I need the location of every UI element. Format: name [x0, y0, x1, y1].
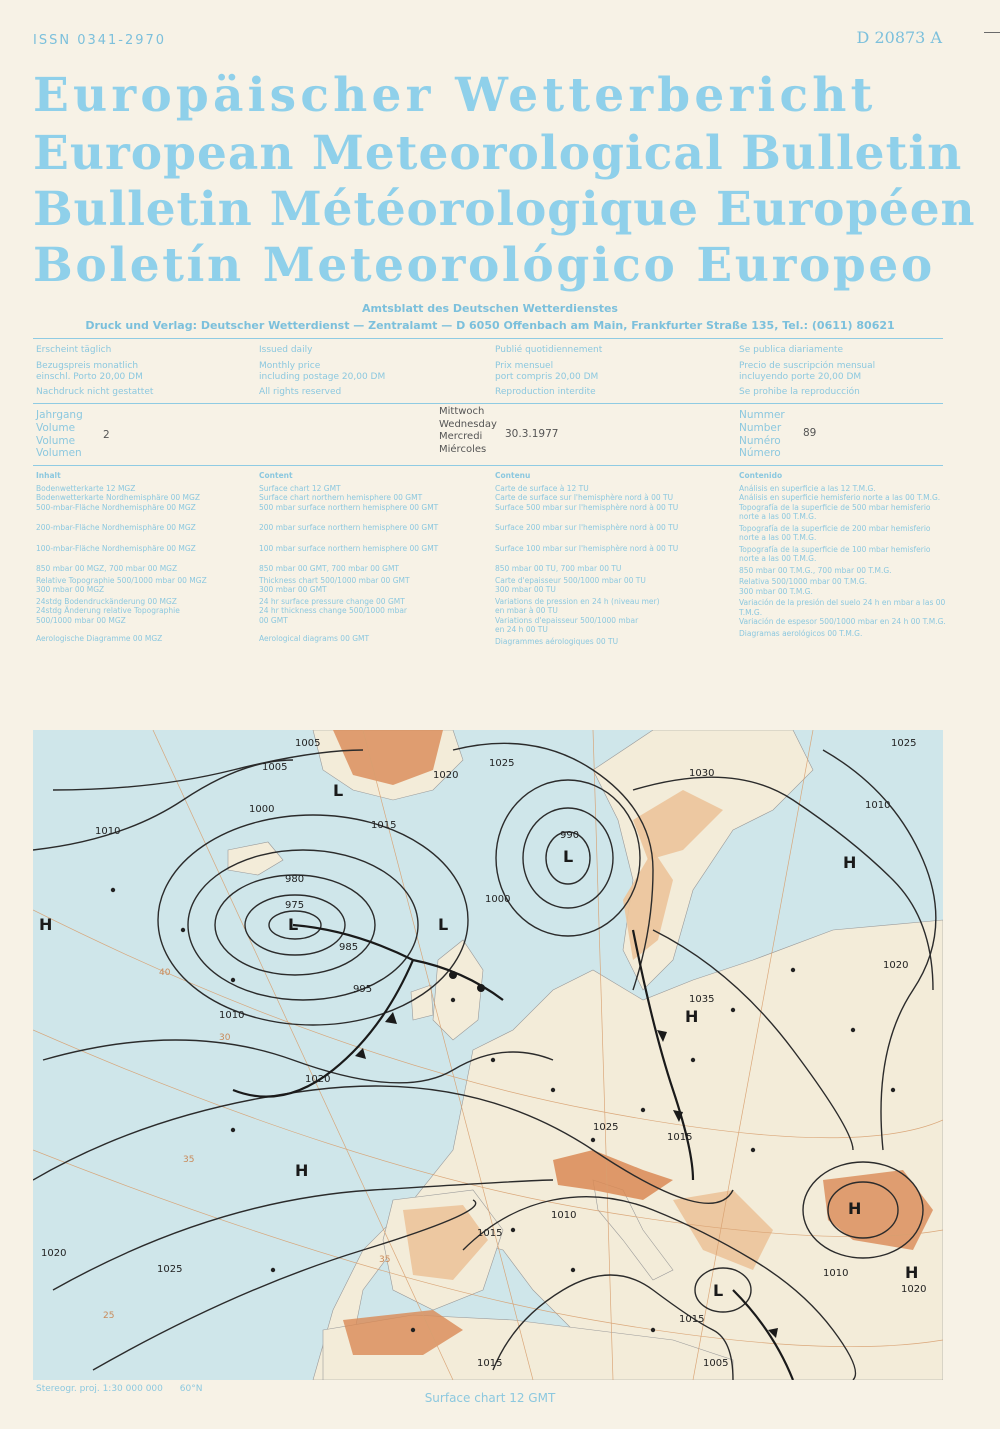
contents-en	[259, 471, 484, 644]
weekday-label: Mercredi	[439, 431, 483, 442]
subscription-fr	[495, 345, 730, 398]
high-center: H	[39, 915, 53, 934]
isobar-label: 990	[560, 830, 580, 841]
isobar-label: 985	[339, 942, 359, 953]
station-dot	[851, 1028, 855, 1032]
contents-item: Carte de surface sur l'hemisphère nord à 00 TU	[495, 493, 674, 502]
latitude-label: 30	[219, 1033, 231, 1043]
contents-item: Análisis en superficie hemisferio norte a las 00 T.M.G.	[739, 493, 941, 502]
station-dot	[651, 1328, 655, 1332]
isobar-label: 1025	[489, 758, 515, 769]
map-caption: Surface chart 12 GMT	[424, 1391, 556, 1405]
edge-mark	[984, 32, 1000, 33]
contents-item: 24 hr thickness change 500/1000 mbar 00 GMT	[259, 606, 408, 625]
volume-label: Jahrgang	[36, 409, 83, 421]
latitude-label: 35	[183, 1155, 195, 1165]
isobar-label: 1010	[95, 826, 121, 837]
contents-item: Análisis en superficie a las 12 T.M.G.	[739, 483, 876, 493]
surface-weather-map	[33, 730, 943, 1380]
station-dot	[271, 1268, 275, 1272]
projection-scale: Stereogr. proj. 1:30 000 000	[36, 1384, 163, 1394]
contents-item: 200-mbar-Fläche Nordhemisphäre 00 MGZ	[36, 523, 196, 532]
station-dot	[231, 978, 235, 982]
station-dot	[731, 1008, 735, 1012]
contents-heading: Content	[259, 471, 293, 480]
isobar-label: 1030	[689, 768, 715, 779]
subscription-line: Publié quotidiennement	[495, 345, 603, 355]
title-german: Europäischer Wetterbericht	[33, 68, 877, 123]
isobar-label: 1000	[249, 804, 275, 815]
station-dot	[691, 1058, 695, 1062]
contents-item: Bodenwetterkarte Nordhemisphäre 00 MGZ	[36, 493, 200, 502]
title-english: European Meteorological Bulletin	[33, 126, 963, 181]
isobar-label: 1005	[262, 762, 288, 773]
contents-item: Carte d'epaisseur 500/1000 mbar 00 TU	[495, 575, 646, 585]
subscription-line: Nachdruck nicht gestattet	[36, 387, 154, 397]
volume-labels	[36, 409, 83, 460]
contents-item: Variación de la presión del suelo 24 h en mbar a las 00 T.M.G.	[739, 598, 946, 617]
isobar-label: 1010	[865, 800, 891, 811]
station-dot	[641, 1108, 645, 1112]
latitude-reference: 60°N	[179, 1384, 203, 1394]
contents-item: Relative Topographie 500/1000 mbar 00 MGZ	[36, 575, 207, 585]
isobar-label: 1005	[295, 738, 321, 749]
weekday-labels	[439, 406, 497, 456]
subscription-es	[739, 345, 949, 398]
isobar-label: 1015	[371, 820, 397, 831]
isobar-label: 1015	[477, 1228, 503, 1239]
isobar-label: 1015	[679, 1314, 705, 1325]
subscription-line: Se publica diariamente	[739, 345, 844, 355]
contents-item: Aerological diagrams 00 GMT	[259, 634, 370, 643]
ireland	[411, 985, 433, 1020]
subscription-en	[259, 345, 484, 398]
contents-item: Surface chart 12 GMT	[259, 483, 341, 493]
latitude-labels	[103, 968, 390, 1321]
isobar-label: 995	[353, 984, 373, 995]
volume-value: 2	[103, 429, 110, 441]
subscription-line: incluyendo porte 20,00 DM	[739, 372, 862, 382]
high-center: H	[843, 853, 857, 872]
contents-item: Thickness chart 500/1000 mbar 00 GMT	[259, 575, 410, 585]
contents-item: 24 hr surface pressure change 00 GMT	[259, 596, 405, 606]
station-dot	[751, 1148, 755, 1152]
title-spanish: Boletín Meteorológico Europeo	[33, 238, 935, 293]
station-dot	[491, 1058, 495, 1062]
contents-item: Bodenwetterkarte 12 MGZ	[36, 483, 136, 493]
contents-item: Carte de surface à 12 TU	[495, 483, 589, 493]
issue-number: 89	[803, 427, 817, 439]
contents-item: Surface 500 mbar sur l'hemisphère nord à 00 TU	[495, 502, 679, 512]
number-label: Numéro	[739, 434, 781, 447]
subscription-line: port compris 20,00 DM	[495, 372, 599, 382]
isobar-label: 1015	[477, 1358, 503, 1369]
land-areas	[228, 730, 943, 1380]
isobar-label: 980	[285, 874, 305, 885]
isobar-label: 1020	[433, 770, 459, 781]
contents-item: Variations d'epaisseur 500/1000 mbar en 24 h 00 TU	[495, 615, 639, 634]
station-dot	[591, 1138, 595, 1142]
contents-item: Surface 100 mbar sur l'hemisphère nord à 00 TU	[495, 543, 679, 553]
station-dot	[511, 1228, 515, 1232]
isobar-label: 1020	[305, 1074, 331, 1085]
publisher-line: Druck und Verlag: Deutscher Wetterdienst — Zentralamt — D 6050 Offenbach am Main, Frankfurter Straße 135, Tel.: (0611) 80621	[85, 319, 895, 332]
latitude-label: 25	[103, 1311, 115, 1321]
isobar	[53, 750, 363, 790]
contents-item: 300 mbar 00 GMT	[259, 585, 327, 594]
high-center: H	[295, 1161, 309, 1180]
isobar-label: 1035	[689, 994, 715, 1005]
subscription-line: einschl. Porto 20,00 DM	[36, 372, 143, 382]
issue-date: 30.3.1977	[505, 428, 559, 440]
contents-item: 850 mbar 00 GMT, 700 mbar 00 GMT	[259, 564, 400, 573]
contents-heading: Contenu	[495, 471, 531, 480]
weekday-label: Wednesday	[439, 418, 497, 430]
isobar-label: 1010	[219, 1010, 245, 1021]
weather-map-canvas	[33, 730, 943, 1380]
front-semicircle	[449, 971, 457, 979]
contents-item: 850 mbar 00 TU, 700 mbar 00 TU	[495, 564, 622, 573]
subscription-line: Issued daily	[259, 345, 313, 355]
iceland	[228, 842, 283, 875]
isobar-label: 1010	[551, 1210, 577, 1221]
isobar-label: 1000	[485, 894, 511, 905]
contents-item: Diagramas aerológicos 00 T.M.G.	[739, 628, 863, 638]
meridian-line	[153, 730, 453, 1380]
station-dot	[111, 888, 115, 892]
title-french: Bulletin Météorologique Européen	[33, 182, 976, 237]
station-dot	[231, 1128, 235, 1132]
subscription-line: Se prohibe la reproducción	[739, 387, 860, 397]
isobar-label: 1025	[891, 738, 917, 749]
isobar-label: 1025	[157, 1264, 183, 1275]
latitude-label: 35	[379, 1255, 391, 1265]
isobar-label: 1010	[823, 1268, 849, 1279]
subscription-line: All rights reserved	[259, 387, 342, 397]
low-center: L	[563, 847, 574, 866]
low-center: L	[438, 915, 449, 934]
subscription-line: Prix mensuel	[495, 361, 554, 371]
number-label: Nummer	[739, 409, 785, 421]
contents-item: Diagrammes aérologiques 00 TU	[495, 636, 619, 646]
volume-label: Volume	[36, 421, 76, 434]
weekday-label: Mittwoch	[439, 406, 485, 417]
station-dot	[891, 1088, 895, 1092]
official-gazette-line: Amtsblatt des Deutschen Wetterdienstes	[362, 302, 618, 315]
contents-item: 300 mbar 00 T.M.G.	[739, 586, 813, 596]
isobar-label: 1020	[41, 1248, 67, 1259]
contents-item: Relativa 500/1000 mbar 00 T.M.G.	[739, 577, 868, 586]
volume-label: Volumen	[36, 447, 82, 460]
number-label: Number	[739, 421, 782, 434]
subscription-line: Monthly price	[259, 361, 321, 371]
isobar-label: 1025	[593, 1122, 619, 1133]
contents-item: Topografía de la superficie de 200 mbar hemisferio norte a las 00 T.M.G.	[739, 523, 931, 542]
issn-number: ISSN 0341-2970	[33, 33, 167, 48]
front-triangle	[385, 1012, 397, 1024]
front-semicircle	[477, 984, 485, 992]
weekday-label: Miércoles	[439, 443, 487, 455]
subscription-line: including postage 20,00 DM	[259, 372, 386, 382]
subscription-line: Reproduction interdite	[495, 387, 596, 397]
station-dot	[411, 1328, 415, 1332]
divider	[33, 403, 943, 404]
subscription-de	[36, 345, 251, 398]
subscription-line: Bezugspreis monatlich	[36, 361, 139, 371]
high-center: H	[848, 1199, 862, 1218]
contents-heading: Inhalt	[36, 471, 61, 480]
station-dot	[181, 928, 185, 932]
contents-item: Aerologische Diagramme 00 MGZ	[36, 634, 163, 643]
low-center: L	[288, 915, 299, 934]
contents-es	[739, 471, 949, 638]
station-dot	[451, 998, 455, 1002]
contents-item: 300 mbar 00 MGZ	[36, 585, 105, 594]
contents-de	[36, 471, 251, 644]
contents-item: 500-mbar-Fläche Nordhemisphäre 00 MGZ	[36, 502, 196, 512]
high-center: H	[685, 1007, 699, 1026]
contents-item: Surface 200 mbar sur l'hemisphère nord à 00 TU	[495, 523, 679, 532]
contents-item: 500 mbar surface northern hemisphere 00 GMT	[259, 502, 439, 512]
number-label: Número	[739, 447, 781, 460]
contents-item: Surface chart northern hemisphere 00 GMT	[259, 493, 423, 502]
contents-fr	[495, 471, 730, 646]
high-center: H	[905, 1263, 919, 1282]
station-dot	[571, 1268, 575, 1272]
isobar-label: 1015	[667, 1132, 693, 1143]
subscription-line: Erscheint täglich	[36, 345, 112, 355]
contents-item: Variación de espesor 500/1000 mbar en 24 h 00 T.M.G.	[739, 617, 946, 626]
station-dot	[791, 968, 795, 972]
low-center: L	[333, 781, 344, 800]
number-labels	[739, 409, 785, 460]
contents-item: Topografía de la superficie de 500 mbar hemisferio norte a las 00 T.M.G.	[739, 502, 931, 521]
volume-label: Volume	[36, 434, 76, 447]
isobar-label: 1020	[883, 960, 909, 971]
contents-item: 200 mbar surface northern hemisphere 00 GMT	[259, 523, 439, 532]
divider	[33, 465, 943, 466]
contents-item: 24stdg Bodendruckänderung 00 MGZ	[36, 596, 177, 606]
subscription-line: Precio de suscripción mensual	[739, 361, 876, 371]
isobar-label: 1020	[901, 1284, 927, 1295]
divider	[33, 338, 943, 339]
station-dot	[551, 1088, 555, 1092]
contents-item: 100 mbar surface northern hemisphere 00 GMT	[259, 543, 439, 553]
continental-europe	[313, 920, 943, 1380]
low-center: L	[713, 1281, 724, 1300]
isobar-label: 975	[285, 900, 305, 911]
contents-item: 300 mbar 00 TU	[495, 585, 556, 594]
contents-item: Variations de pression en 24 h (niveau mer) en mbar à 00 TU	[495, 596, 660, 615]
latitude-label: 40	[159, 968, 171, 978]
postal-code: D 20873 A	[856, 28, 942, 47]
contents-item: 100-mbar-Fläche Nordhemisphäre 00 MGZ	[36, 543, 196, 553]
contents-heading: Contenido	[739, 471, 783, 480]
contents-item: 850 mbar 00 MGZ, 700 mbar 00 MGZ	[36, 564, 178, 573]
contents-item: 850 mbar 00 T.M.G., 700 mbar 00 T.M.G.	[739, 565, 892, 575]
isobar-label: 1005	[703, 1358, 729, 1369]
contents-item: 24stdg Änderung relative Topographie 500/1000 mbar 00 MGZ	[36, 606, 180, 625]
contents-item: Topografía de la superficie de 100 mbar hemisferio norte a las 00 T.M.G.	[739, 544, 931, 563]
